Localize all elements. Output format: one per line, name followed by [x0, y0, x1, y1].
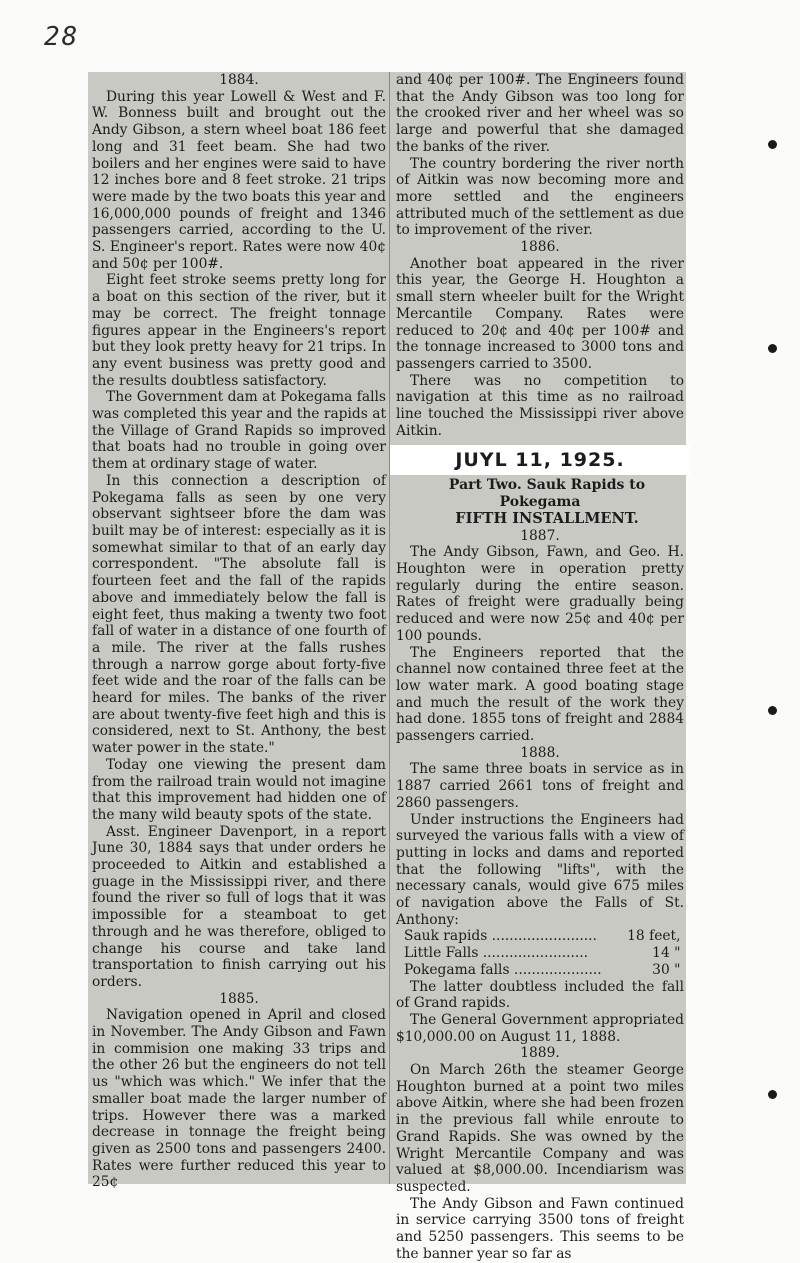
paragraph: The Andy Gibson and Fawn continued in service carrying 3500 tons of freight and 5250 passengers. This seems to be the banner year so far as	[396, 1195, 684, 1262]
lift-name: Sauk rapids ........................	[404, 928, 597, 945]
table-row	[404, 928, 680, 945]
paragraph: In this connection a description of Pokegama falls as seen by one very observant sightseer bfore the dam was built may be of interest: especially as it is somewhat similar to that of an early day correspondent. "The absolute fall is fourteen feet and the fall of the rapids above and immediately below the fall is eight feet, thus making a twenty two foot fall of water in a distance of one fourth of a mile. The river at the falls rushes through a narrow gorge about forty-five feet wide and the roar of the falls can be heard for miles. The banks of the river are about twenty-five feet high and this is considered, next to St. Anthony, the best water power in the state."	[92, 472, 386, 757]
paragraph: The country bordering the river north of Aitkin was now becoming more and more settled and the engineers attributed much of the settlement as due to improvement of the river.	[396, 155, 684, 239]
paragraph: Under instructions the Engineers had surveyed the various falls with a view of putting in locks and dams and reported that the following "lifts", with the necessary canals, would give 675 miles of navigation above the Falls of St. Anthony:	[396, 811, 684, 928]
paragraph: Today one viewing the present dam from the railroad train would not imagine that this improvement had hidden one of the many wild beauty spots of the state.	[92, 756, 386, 823]
year-heading: 1885.	[219, 990, 259, 1007]
paragraph: The Engineers reported that the channel now contained three feet at the low water mark. A good boating stage and much the result of the work they had done. 1855 tons of freight and 2884 passengers carried.	[396, 644, 684, 745]
paragraph: The Government dam at Pokegama falls was completed this year and the rapids at the Village of Grand Rapids so improved that boats had no trouble in going over them at ordinary stage of water.	[92, 389, 386, 473]
paragraph: The General Government appropriated $10,000.00 on August 11, 1888.	[396, 1011, 684, 1045]
year-heading: 1887.	[520, 527, 560, 544]
paragraph: The same three boats in service as in 1887 carried 2661 tons of freight and 2860 passengers.	[396, 761, 684, 811]
year-heading: 1889.	[520, 1045, 560, 1062]
lift-name: Pokegama falls ....................	[404, 961, 602, 978]
binder-hole-mark	[768, 706, 777, 715]
paragraph: The latter doubtless included the fall of Grand rapids.	[396, 978, 684, 1012]
paragraph: and 40¢ per 100#. The Engineers found that the Andy Gibson was too long for the crooked river and her wheel was so large and powerful that she damaged the banks of the river.	[396, 72, 684, 155]
column-divider	[389, 72, 390, 1184]
paragraph: Another boat appeared in the river this year, the George H. Houghton a small stern wheeler built for the Wright Mercantile Company. Rates were reduced to 20¢ and 40¢ per 100# and the tonnage increased to 3000 tons and passengers carried to 3500.	[396, 255, 684, 372]
installment-title: FIFTH INSTALLMENT.	[455, 509, 639, 527]
lift-value: 14 "	[652, 945, 681, 962]
binder-hole-mark	[768, 140, 777, 149]
paragraph: Navigation opened in April and closed in November. The Andy Gibson and Fawn in commision one making 33 trips and the other 26 but the engineers do not tell us "which was which." We infer that the smaller boat made the larger number of trips. However there was a marked decrease in tonnage the freight being given as 2500 tons and passengers 2400. Rates were further reduced this year to 25¢	[92, 1007, 386, 1191]
right-column	[396, 72, 684, 1263]
table-row	[404, 945, 680, 962]
page-number: 28	[44, 22, 80, 52]
part-title: Part Two. Sauk Rapids to Pokegama	[448, 477, 646, 511]
paragraph: During this year Lowell & West and F. W. Bonness built and brought out the Andy Gibson, a stern wheel boat 186 feet long and 31 feet beam. She had two boilers and her engines were said to have 12 inches bore and 8 feet stroke. 21 trips were made by the two boats this year and 16,000,000 pounds of freight and 1346 passengers carried, according to the U. S. Engineer's report. Rates were now 40¢ and 50¢ per 100#.	[92, 88, 386, 272]
table-row	[404, 962, 680, 979]
binder-hole-mark	[768, 1090, 777, 1099]
lift-value: 18 feet,	[627, 928, 681, 945]
paragraph: There was no competition to navigation at this time as no railroad line touched the Mississippi river above Aitkin.	[396, 372, 684, 439]
left-column	[92, 72, 386, 1191]
paragraph: Eight feet stroke seems pretty long for a boat on this section of the river, but it may be correct. The freight tonnage figures appear in the Engineers's report but they look pretty heavy for 21 trips. In any event business was pretty good and the results doubtless satisfactory.	[92, 272, 386, 389]
binder-hole-mark	[768, 344, 777, 353]
lifts-table	[404, 928, 680, 978]
year-heading: 1888.	[520, 744, 560, 761]
year-heading: 1884.	[219, 72, 259, 88]
paragraph: Asst. Engineer Davenport, in a report June 30, 1884 says that under orders he proceeded to Aitkin and established a guage in the Mississippi river, and there found the river so full of logs that it was impossible for a steamboat to get through and he was therefore, obliged to change his course and take land transportation to finish carrying out his orders.	[92, 823, 386, 990]
lift-name: Little Falls ........................	[404, 945, 589, 962]
year-heading: 1886.	[520, 239, 560, 256]
lift-value: 30 "	[652, 961, 681, 978]
date-stamp: JUYL 11, 1925.	[390, 445, 690, 475]
paragraph: On March 26th the steamer George Houghton burned at a point two miles above Aitkin, where she had been frozen in the previous fall while enroute to Grand Rapids. She was owned by the Wright Mercantile Company and was valued at $8,000.00. Incendiarism was suspected.	[396, 1062, 684, 1195]
paragraph: The Andy Gibson, Fawn, and Geo. H. Houghton were in operation pretty regularly during the entire season. Rates of freight were gradually being reduced and were now 25¢ and 40¢ per 100 pounds.	[396, 544, 684, 644]
